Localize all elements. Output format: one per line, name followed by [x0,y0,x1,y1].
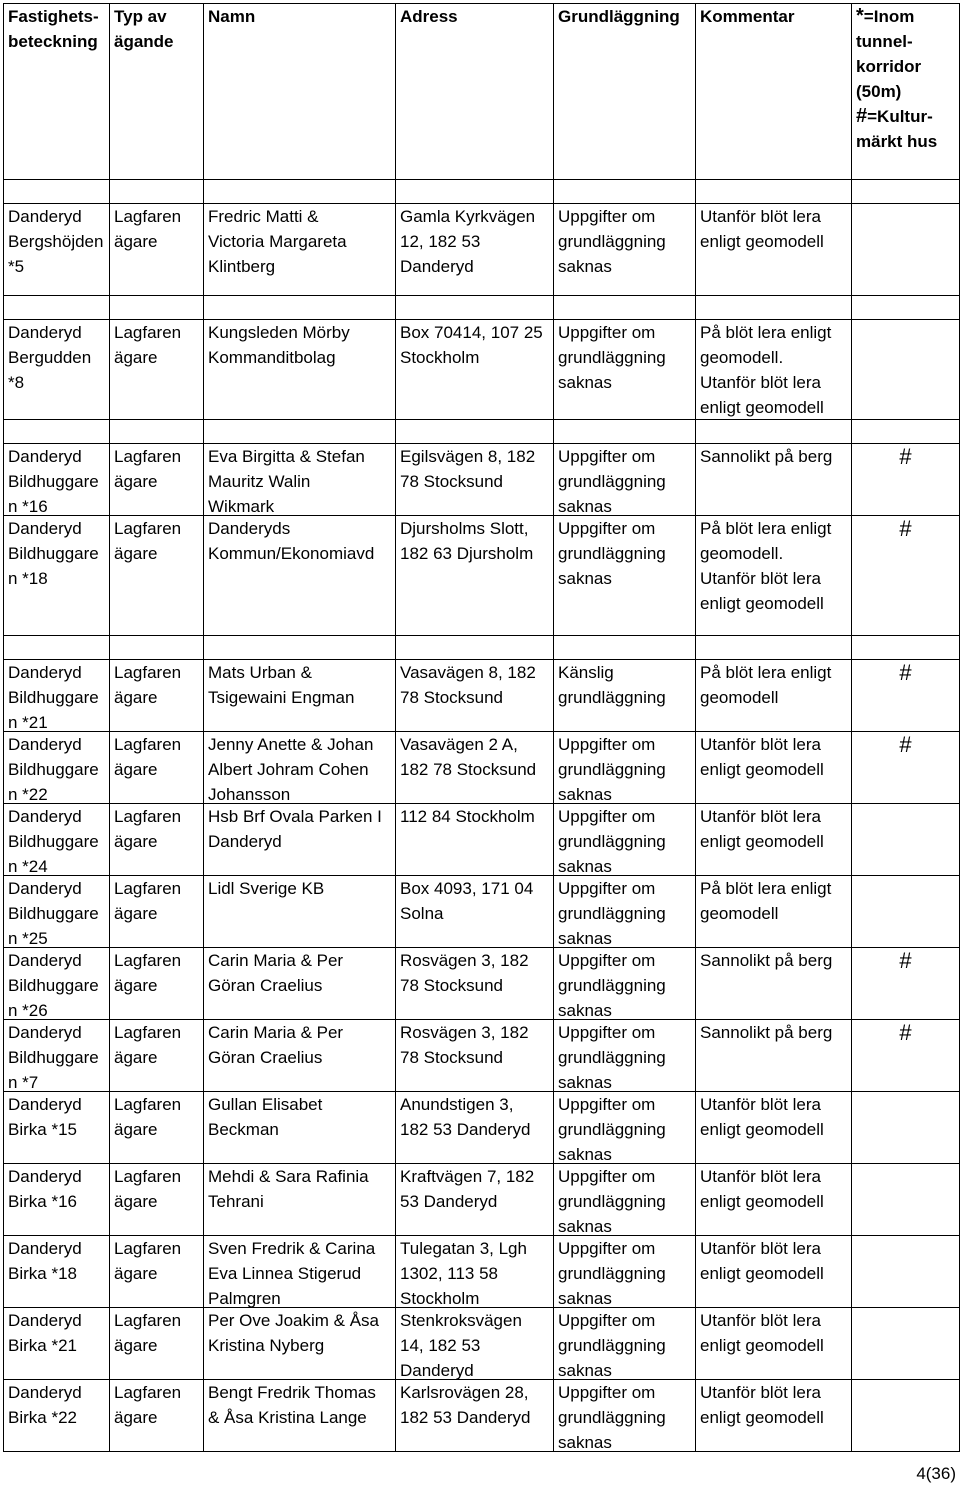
grund-text: Känslig grundläggning [558,663,666,707]
kommentar-text: På blöt lera enligt geomodell. Utanför blöt lera enligt geomodell [700,323,832,417]
spacer-cell [696,180,852,204]
cell-typ [110,1380,204,1452]
cell-fastighet [4,516,110,636]
namn-text: Bengt Fredrik Thomas & Åsa Kristina Lange [208,1383,376,1427]
cell-grund [554,660,696,732]
fastighet-text: Danderyd Birka *15 [8,1095,82,1139]
cell-typ [110,320,204,420]
fastighet-text: Danderyd Bildhuggare n *7 [8,1023,99,1091]
grund-text: Uppgifter om grundläggning saknas [558,879,666,947]
cell-typ [110,1236,204,1308]
fastighet-text: Danderyd Bergudden *8 [8,323,92,392]
fastighet-text: Danderyd Birka *18 [8,1239,82,1283]
typ-text: Lagfaren ägare [114,519,182,563]
spacer-cell [204,636,396,660]
cell-namn [204,1092,396,1164]
cell-kommentar [696,732,852,804]
spacer-cell [4,636,110,660]
spacer-cell [554,180,696,204]
table-row [4,948,960,1020]
cell-kommentar [696,1092,852,1164]
spacer-cell [4,180,110,204]
typ-text: Lagfaren ägare [114,1383,182,1427]
kommentar-text: Utanför blöt lera enligt geomodell [700,807,824,851]
spacer-cell [554,296,696,320]
kommentar-text: Utanför blöt lera enligt geomodell [700,735,824,779]
cell-namn [204,516,396,636]
cell-adress [396,660,554,732]
spacer-cell [4,420,110,444]
spacer-cell [110,420,204,444]
kommentar-text: På blöt lera enligt geomodell. Utanför blöt lera enligt geomodell [700,519,832,613]
table-row [4,1164,960,1236]
spacer-cell [554,636,696,660]
spacer-cell [4,296,110,320]
typ-text: Lagfaren ägare [114,807,182,851]
cell-mark [852,1020,960,1092]
cell-namn [204,1380,396,1452]
table-row [4,804,960,876]
adress-text: Vasavägen 2 A, 182 78 Stocksund [400,735,537,779]
grund-text: Uppgifter om grundläggning saknas [558,519,666,588]
table-row [4,1380,960,1452]
group-spacer [4,296,960,320]
namn-text: Danderyds Kommun/Ekonomiavd [208,519,375,563]
cell-typ [110,876,204,948]
cell-namn [204,804,396,876]
namn-text: Mehdi & Sara Rafinia Tehrani [208,1167,369,1211]
adress-text: Box 70414, 107 25 Stockholm [400,323,543,367]
cell-adress [396,804,554,876]
grund-text: Uppgifter om grundläggning saknas [558,1095,666,1163]
fastighet-text: Danderyd Birka *21 [8,1311,82,1355]
cell-mark [852,1308,960,1380]
table-row [4,876,960,948]
cell-kommentar [696,948,852,1020]
namn-text: Kungsleden Mörby Kommanditbolag [208,323,350,367]
adress-text: Rosvägen 3, 182 78 Stocksund [400,1023,529,1067]
cell-adress [396,1092,554,1164]
typ-text: Lagfaren ägare [114,1023,182,1067]
cell-grund [554,1164,696,1236]
cell-adress [396,1020,554,1092]
cell-adress [396,444,554,516]
cell-namn [204,948,396,1020]
cell-mark [852,948,960,1020]
grund-text: Uppgifter om grundläggning saknas [558,1023,666,1091]
namn-text: Jenny Anette & Johan Albert Johram Cohen Johansson [208,735,374,803]
cell-kommentar [696,1164,852,1236]
adress-text: Box 4093, 171 04 Solna [400,879,534,923]
typ-text: Lagfaren ägare [114,1239,182,1283]
adress-text: Kraftvägen 7, 182 53 Danderyd [400,1167,535,1211]
typ-text: Lagfaren ägare [114,1311,182,1355]
cell-grund [554,204,696,296]
culture-mark: # [899,516,912,541]
table-row [4,1092,960,1164]
cell-kommentar [696,1236,852,1308]
cell-grund [554,1380,696,1452]
header-legend [852,4,960,180]
typ-text: Lagfaren ägare [114,735,182,779]
cell-adress [396,1164,554,1236]
cell-namn [204,1164,396,1236]
cell-namn [204,1020,396,1092]
cell-fastighet [4,1236,110,1308]
cell-fastighet [4,1308,110,1380]
cell-typ [110,1020,204,1092]
spacer-cell [396,296,554,320]
cell-grund [554,876,696,948]
typ-text: Lagfaren ägare [114,1167,182,1211]
cell-adress [396,876,554,948]
cell-kommentar [696,1380,852,1452]
cell-grund [554,1092,696,1164]
cell-kommentar [696,1020,852,1092]
kommentar-text: Utanför blöt lera enligt geomodell [700,207,824,251]
adress-text: Stenkroksvägen 14, 182 53 Danderyd [400,1311,522,1379]
cell-typ [110,1092,204,1164]
table-row [4,320,960,420]
table-row [4,1308,960,1380]
table-row [4,516,960,636]
cell-grund [554,1020,696,1092]
namn-text: Sven Fredrik & Carina Eva Linnea Stigerud Palmgren [208,1239,376,1307]
cell-fastighet [4,876,110,948]
typ-text: Lagfaren ägare [114,323,182,367]
grund-text: Uppgifter om grundläggning saknas [558,735,666,803]
fastighet-text: Danderyd Bildhuggare n *21 [8,663,99,731]
fastighet-text: Danderyd Bildhuggare n *16 [8,447,99,515]
grund-text: Uppgifter om grundläggning saknas [558,951,666,1019]
culture-mark: # [899,660,912,685]
group-spacer [4,180,960,204]
kommentar-text: Utanför blöt lera enligt geomodell [700,1311,824,1355]
kommentar-text: Sannolikt på berg [700,951,833,970]
cell-adress [396,1380,554,1452]
cell-grund [554,444,696,516]
kommentar-text: Utanför blöt lera enligt geomodell [700,1239,824,1283]
adress-text: 112 84 Stockholm [400,807,535,826]
cell-typ [110,444,204,516]
cell-kommentar [696,660,852,732]
cell-typ [110,660,204,732]
cell-fastighet [4,1380,110,1452]
cell-namn [204,1236,396,1308]
grund-text: Uppgifter om grundläggning saknas [558,207,666,276]
fastighet-text: Danderyd Bildhuggare n *25 [8,879,99,947]
typ-text: Lagfaren ägare [114,1095,182,1139]
namn-text: Gullan Elisabet Beckman [208,1095,323,1139]
namn-text: Carin Maria & Per Göran Craelius [208,951,344,995]
cell-kommentar [696,804,852,876]
spacer-cell [852,636,960,660]
spacer-cell [204,296,396,320]
spacer-cell [696,420,852,444]
cell-kommentar [696,444,852,516]
cell-fastighet [4,660,110,732]
cell-grund [554,732,696,804]
table-body [4,180,960,1452]
culture-mark: # [899,732,912,757]
fastighet-text: Danderyd Birka *22 [8,1383,82,1427]
cell-fastighet [4,1020,110,1092]
adress-text: Egilsvägen 8, 182 78 Stocksund [400,447,536,491]
namn-text: Lidl Sverige KB [208,879,325,898]
typ-text: Lagfaren ägare [114,663,182,707]
kommentar-text: Utanför blöt lera enligt geomodell [700,1095,824,1139]
header-namn: Namn [204,4,396,180]
table-row [4,444,960,516]
culture-mark: # [899,444,912,469]
namn-text: Hsb Brf Ovala Parken I Danderyd [208,807,382,851]
adress-text: Gamla Kyrkvägen 12, 182 53 Danderyd [400,207,536,276]
cell-mark [852,444,960,516]
fastighet-text: Danderyd Bergshöjden *5 [8,207,104,276]
cell-mark [852,876,960,948]
typ-text: Lagfaren ägare [114,879,182,923]
adress-text: Djursholms Slott, 182 63 Djursholm [400,519,534,563]
namn-text: Fredric Matti & Victoria Margareta Klintberg [208,207,347,276]
cell-typ [110,1308,204,1380]
header-kommentar: Kommentar [696,4,852,180]
spacer-cell [110,180,204,204]
spacer-cell [852,180,960,204]
header-fastighet: Fastighets- beteckning [4,4,110,180]
typ-text: Lagfaren ägare [114,951,182,995]
spacer-cell [852,296,960,320]
spacer-cell [204,180,396,204]
cell-mark [852,804,960,876]
table-row [4,732,960,804]
spacer-cell [396,636,554,660]
spacer-cell [554,420,696,444]
cell-kommentar [696,876,852,948]
table-row [4,660,960,732]
cell-adress [396,320,554,420]
namn-text: Carin Maria & Per Göran Craelius [208,1023,344,1067]
cell-typ [110,204,204,296]
cell-namn [204,444,396,516]
group-spacer [4,420,960,444]
cell-mark [852,732,960,804]
grund-text: Uppgifter om grundläggning saknas [558,1239,666,1307]
adress-text: Karlsrovägen 28, 182 53 Danderyd [400,1383,531,1427]
cell-typ [110,732,204,804]
cell-namn [204,732,396,804]
cell-mark [852,1380,960,1452]
fastighet-text: Danderyd Bildhuggare n *26 [8,951,99,1019]
namn-text: Mats Urban & Tsigewaini Engman [208,663,355,707]
fastighet-text: Danderyd Bildhuggare n *18 [8,519,99,588]
cell-mark [852,204,960,296]
kommentar-text: På blöt lera enligt geomodell [700,663,832,707]
legend-star: *=Inom tunnel- korridor (50m) [856,5,922,101]
cell-grund [554,804,696,876]
spacer-cell [696,296,852,320]
typ-text: Lagfaren ägare [114,207,182,251]
cell-adress [396,948,554,1020]
cell-namn [204,320,396,420]
spacer-cell [110,296,204,320]
cell-fastighet [4,444,110,516]
cell-kommentar [696,1308,852,1380]
cell-grund [554,948,696,1020]
cell-typ [110,948,204,1020]
grund-text: Uppgifter om grundläggning saknas [558,447,666,515]
spacer-cell [204,420,396,444]
kommentar-text: Sannolikt på berg [700,1023,833,1042]
cell-mark [852,320,960,420]
cell-kommentar [696,516,852,636]
grund-text: Uppgifter om grundläggning saknas [558,807,666,875]
culture-mark: # [899,948,912,973]
cell-fastighet [4,320,110,420]
cell-fastighet [4,1092,110,1164]
cell-grund [554,1308,696,1380]
page-number: 4(36) [916,1464,956,1483]
cell-mark [852,1164,960,1236]
cell-grund [554,516,696,636]
kommentar-text: Utanför blöt lera enligt geomodell [700,1167,824,1211]
cell-kommentar [696,204,852,296]
fastighet-text: Danderyd Bildhuggare n *24 [8,807,99,875]
adress-text: Vasavägen 8, 182 78 Stocksund [400,663,536,707]
cell-kommentar [696,320,852,420]
spacer-cell [852,420,960,444]
legend-hash: #=Kultur- märkt hus [856,105,938,151]
culture-mark: # [899,1020,912,1045]
fastighet-text: Danderyd Birka *16 [8,1167,82,1211]
cell-fastighet [4,948,110,1020]
namn-text: Eva Birgitta & Stefan Mauritz Walin Wikmark [208,447,365,515]
cell-grund [554,320,696,420]
cell-fastighet [4,804,110,876]
adress-text: Anundstigen 3, 182 53 Danderyd [400,1095,531,1139]
adress-text: Rosvägen 3, 182 78 Stocksund [400,951,529,995]
cell-adress [396,204,554,296]
group-spacer [4,636,960,660]
cell-adress [396,1308,554,1380]
spacer-cell [110,636,204,660]
cell-namn [204,660,396,732]
cell-mark [852,660,960,732]
cell-fastighet [4,732,110,804]
grund-text: Uppgifter om grundläggning saknas [558,1167,666,1235]
kommentar-text: Sannolikt på berg [700,447,833,466]
header-typ: Typ av ägande [110,4,204,180]
property-table [3,3,960,1452]
cell-adress [396,732,554,804]
cell-namn [204,1308,396,1380]
cell-mark [852,1092,960,1164]
grund-text: Uppgifter om grundläggning saknas [558,323,666,392]
table-row [4,204,960,296]
header-adress: Adress [396,4,554,180]
header-grundlaggning: Grundläggning [554,4,696,180]
namn-text: Per Ove Joakim & Åsa Kristina Nyberg [208,1311,380,1355]
grund-text: Uppgifter om grundläggning saknas [558,1383,666,1451]
header-row [4,4,960,180]
cell-grund [554,1236,696,1308]
spacer-cell [396,420,554,444]
spacer-cell [696,636,852,660]
table-row [4,1020,960,1092]
spacer-cell [396,180,554,204]
fastighet-text: Danderyd Bildhuggare n *22 [8,735,99,803]
cell-adress [396,1236,554,1308]
kommentar-text: Utanför blöt lera enligt geomodell [700,1383,824,1427]
typ-text: Lagfaren ägare [114,447,182,491]
cell-mark [852,516,960,636]
grund-text: Uppgifter om grundläggning saknas [558,1311,666,1379]
cell-mark [852,1236,960,1308]
cell-typ [110,516,204,636]
cell-namn [204,204,396,296]
cell-typ [110,804,204,876]
table-row [4,1236,960,1308]
kommentar-text: På blöt lera enligt geomodell [700,879,832,923]
cell-namn [204,876,396,948]
cell-adress [396,516,554,636]
adress-text: Tulegatan 3, Lgh 1302, 113 58 Stockholm [400,1239,527,1307]
cell-fastighet [4,204,110,296]
cell-fastighet [4,1164,110,1236]
cell-typ [110,1164,204,1236]
